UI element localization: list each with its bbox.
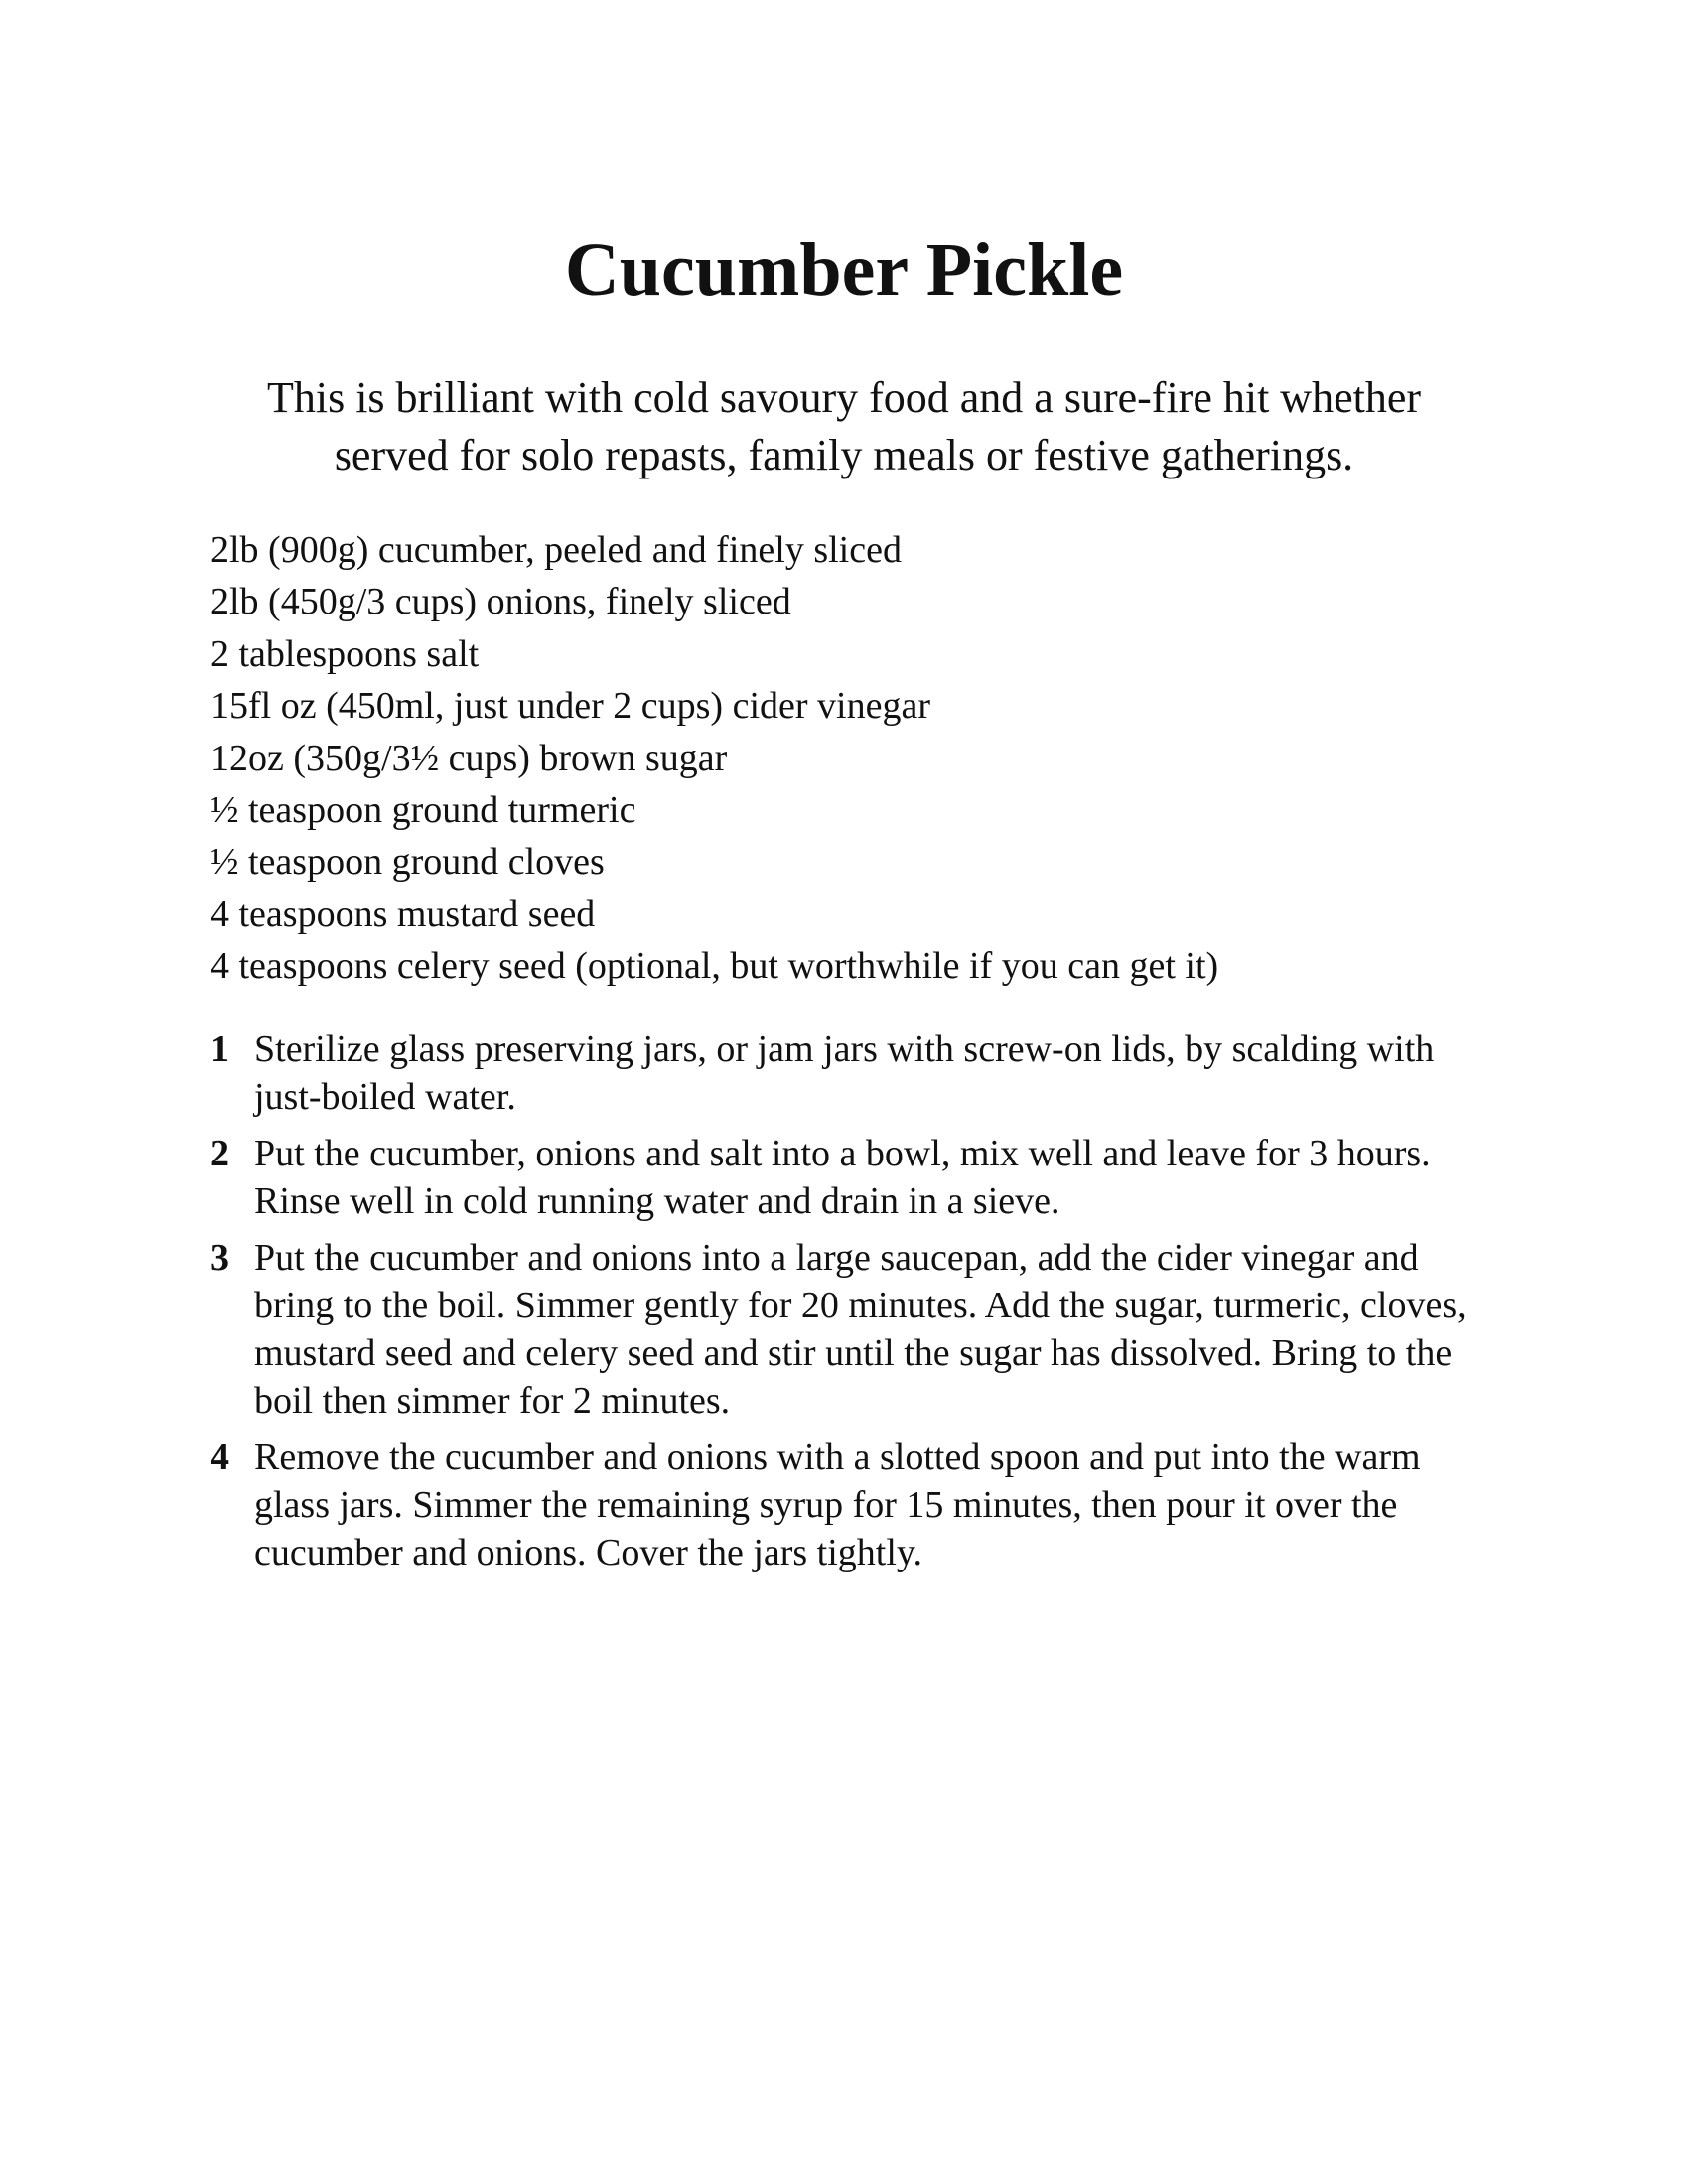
ingredient-item: 2lb (450g/3 cups) onions, finely sliced xyxy=(211,581,791,623)
method-steps xyxy=(211,1025,1491,1585)
step-text: Remove the cucumber and onions with a slotted spoon and put into the warm glass jars. Simmer the remaining syrup for 15 minutes, then pour it over the cucumber and onions. Cover the jars tightly. xyxy=(254,1436,1421,1573)
ingredients-list xyxy=(211,524,1501,993)
step-number: 3 xyxy=(211,1237,229,1279)
recipe-title: Cucumber Pickle xyxy=(564,228,1124,312)
ingredient-item: 2lb (900g) cucumber, peeled and finely sliced xyxy=(211,529,902,571)
ingredient-item: 15fl oz (450ml, just under 2 cups) cider vinegar xyxy=(211,685,930,728)
step-text: Put the cucumber, onions and salt into a bowl, mix well and leave for 3 hours. Rinse well in cold running water and drain in a sieve. xyxy=(254,1133,1431,1222)
recipe-intro: This is brilliant with cold savoury food and a sure-fire hit whether served for solo repasts, family meals or festive gatherings. xyxy=(266,373,1422,479)
ingredient-item: ½ teaspoon ground turmeric xyxy=(211,789,636,832)
method-step xyxy=(211,1130,1491,1225)
ingredient-item: 4 teaspoons mustard seed xyxy=(211,892,596,935)
ingredient-item: ½ teaspoon ground cloves xyxy=(211,841,605,884)
step-number: 1 xyxy=(211,1028,229,1070)
ingredient-item: 4 teaspoons celery seed (optional, but worthwhile if you can get it) xyxy=(211,945,1219,988)
step-text: Put the cucumber and onions into a large saucepan, add the cider vinegar and bring to the boil. Simmer gently for 20 minutes. Add the sugar, turmeric, cloves, mustard seed and celery seed and stir until the sugar has dissolved. Bring to the boil then simmer for 2 minutes. xyxy=(254,1237,1467,1422)
step-text: Sterilize glass preserving jars, or jam jars with screw-on lids, by scalding with just-boiled water. xyxy=(254,1028,1435,1118)
ingredient-item: 2 tablespoons salt xyxy=(211,632,480,675)
ingredient-item: 12oz (350g/3½ cups) brown sugar xyxy=(211,737,728,779)
method-step xyxy=(211,1025,1491,1121)
method-step xyxy=(211,1234,1491,1425)
method-step xyxy=(211,1433,1491,1576)
step-number: 2 xyxy=(211,1133,229,1174)
step-number: 4 xyxy=(211,1436,229,1478)
